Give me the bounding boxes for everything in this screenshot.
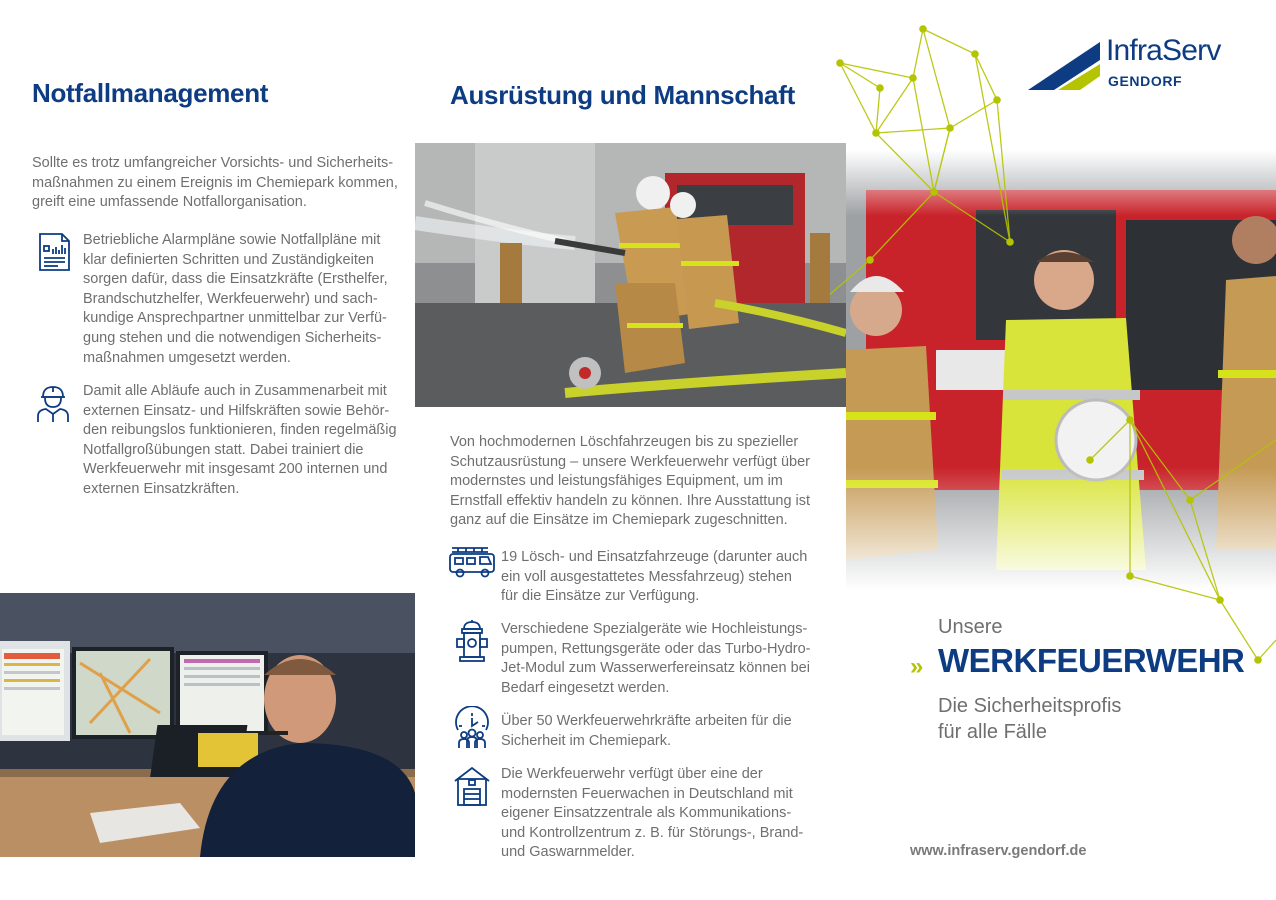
heading-notfallmanagement: Notfallmanagement bbox=[32, 78, 269, 108]
control-room-photo bbox=[0, 593, 415, 857]
cover-title: WERKFEUERWEHR bbox=[938, 642, 1245, 679]
item-alarmplaene: Betriebliche Alarmpläne sowie Notfallpläne mit klar definierten Schritten und Zuständigkeiten sorgen dafür, dass die Einsatzkräfte (Ersthelfer, Brandschutzhelfer, Werkfeuerwehr) und sach- kundige Ansprechpartner unmittelbar zur Verfü- gung stehen und die notwendigen Sicherheits- maßnahmen umgesetzt werden. bbox=[83, 232, 388, 366]
website-link[interactable]: www.infraserv.gendorf.de bbox=[910, 843, 1087, 859]
infraserv-logo bbox=[1028, 34, 1238, 92]
firefighters-hose-photo bbox=[415, 143, 846, 407]
intro-notfallmanagement: Sollte es trotz umfangreicher Vorsichts- und Sicherheits- maßnahmen zu einem Ereignis im Chemiepark kommen, greift eine umfassende Notfallorganisation. bbox=[32, 155, 398, 211]
chevron-icon: » bbox=[910, 653, 924, 680]
network-graphic bbox=[830, 20, 1276, 670]
item-fahrzeuge: 19 Lösch- und Einsatzfahrzeuge (darunter auch ein voll ausgestattetes Messfahrzeug) stehen für die Einsätze zur Verfügung. bbox=[501, 549, 808, 605]
hydrant-icon bbox=[452, 619, 492, 663]
item-notfalluebungen: Damit alle Abläufe auch in Zusammenarbeit mit externen Einsatz- und Hilfskräften sowie Behör- den reibungslos funktionieren, finden regelmäßig Notfallgroßübungen statt. Dabei trainiert die Werkfeuerwehr mit insgesamt 200 internen und externen Einsatzkräften. bbox=[83, 383, 397, 497]
heading-ausruestung: Ausrüstung und Mannschaft bbox=[450, 80, 795, 110]
document-chart-icon bbox=[36, 232, 74, 272]
cover-kicker: Unsere bbox=[938, 616, 1003, 638]
logo-name: InfraServ bbox=[1106, 34, 1221, 67]
fire-truck-icon bbox=[448, 545, 496, 579]
item-feuerwache: Die Werkfeuerwehr verfügt über eine der modernsten Feuerwachen in Deutschland mit eigener Einsatzzentrale als Kommunikations- und Kontrollzentrum z. B. für Störungs-, Brand- und Gaswarnmelder. bbox=[501, 766, 804, 861]
item-spezialgeraete: Verschiedene Spezialgeräte wie Hochleistungs- pumpen, Rettungsgeräte oder das Turbo-Hydro- Jet-Modul zum Wasserwerfereinsatz können bei Bedarf eingesetzt werden. bbox=[501, 621, 811, 696]
firefighter-person-icon bbox=[34, 383, 72, 423]
cover-subtitle: Die Sicherheitsprofis für alle Fälle bbox=[938, 695, 1122, 743]
intro-ausruestung: Von hochmodernen Löschfahrzeugen bis zu spezieller Schutzausrüstung – unsere Werkfeuerwehr verfügt über modernstes und leistungsfähiges Equipment, um im Ernstfall effektiv handeln zu können. Ihre Ausstattung ist ganz auf die Einsätze im Chemiepark zugeschnitten. bbox=[450, 434, 811, 529]
logo-sub: GENDORF bbox=[1108, 73, 1183, 89]
item-werkfeuerwehrkraefte: Über 50 Werkfeuerwehrkräfte arbeiten für die Sicherheit im Chemiepark. bbox=[501, 713, 792, 749]
fire-station-icon bbox=[452, 765, 492, 807]
logo-mark-icon bbox=[1028, 40, 1104, 92]
clock-team-icon bbox=[452, 706, 492, 750]
